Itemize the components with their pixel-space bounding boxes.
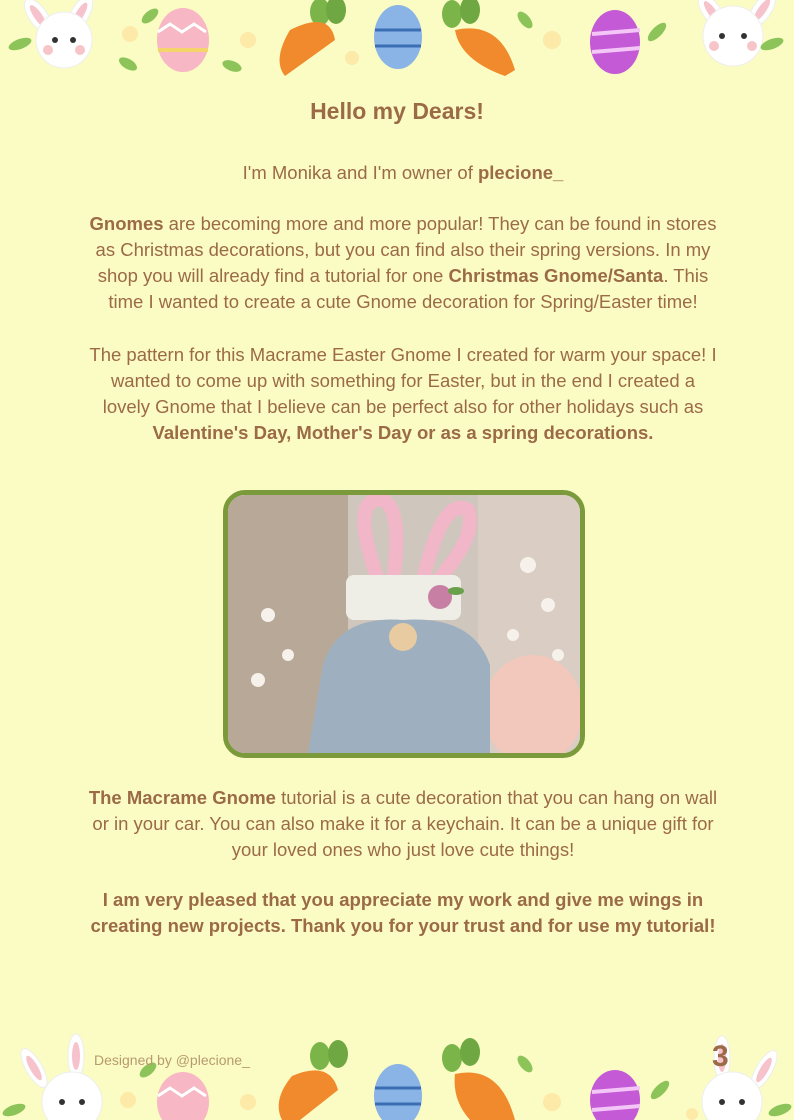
gnomes-text-end: . This time I wanted to create a cute Gnome decoration for Spring/Easter time! [108,265,709,312]
intro-paragraph [88,160,718,186]
tutorial-paragraph [88,785,718,863]
easter-egg-pink-icon [157,1072,209,1120]
rose-icon [428,585,452,609]
gnomes-paragraph [88,211,718,315]
carrot-icon [442,0,515,76]
shop-name: plecione_ [477,162,564,183]
pattern-text: The pattern for this Macrame Easter Gnome I created for warm your space! I wanted to come up with something for Easter, but in the end I created a lovely Gnome that I believe can be perfect also for other holidays such as [89,344,717,417]
top-easter-border [0,0,794,90]
gnome-nose [389,623,417,651]
thanks-paragraph: I am very pleased that you appreciate my work and give me wings in creating new projects. Thank you for your trust and for use my tutorial! [90,889,716,936]
carrot-icon [442,1038,515,1120]
gnome-photo [223,490,585,758]
page-number: 3 [712,1040,729,1073]
macrame-gnome-bold: The Macrame Gnome [88,787,276,808]
easter-egg-blue-icon [374,5,422,69]
easter-egg-pink-icon [157,8,209,72]
easter-egg-purple-icon [590,10,640,74]
christmas-gnome-bold: Christmas Gnome/Santa [448,265,664,286]
bunny-icon [16,1034,102,1120]
bunny-icon [693,0,781,66]
intro-text: I'm Monika and I'm owner of [242,162,478,183]
easter-egg-blue-icon [374,1064,422,1120]
tutorial-text: tutorial is a cute decoration that you can hang on wall or in your car. You can also make it for a keychain. It can be a unique gift for your loved ones who just love cute things! [92,787,718,860]
designer-credit: Designed by @plecione_ [94,1052,250,1068]
gnomes-text: are becoming more and more popular! They can be found in stores as Christmas decorations, but you can find also their spring versions. In my shop you will already find a tutorial for one [95,213,717,286]
macrame-gnome-image [228,495,580,753]
bunny-icon [19,0,98,68]
gnomes-bold: Gnomes [89,213,164,234]
carrot-icon [279,1040,348,1120]
pattern-paragraph [88,342,718,446]
bottom-easter-border [0,1030,794,1120]
carrot-icon [280,0,346,76]
easter-egg-purple-icon [590,1070,640,1120]
page-title: Hello my Dears! [310,98,484,124]
holidays-bold: Valentine's Day, Mother's Day or as a spring decorations. [152,422,654,443]
